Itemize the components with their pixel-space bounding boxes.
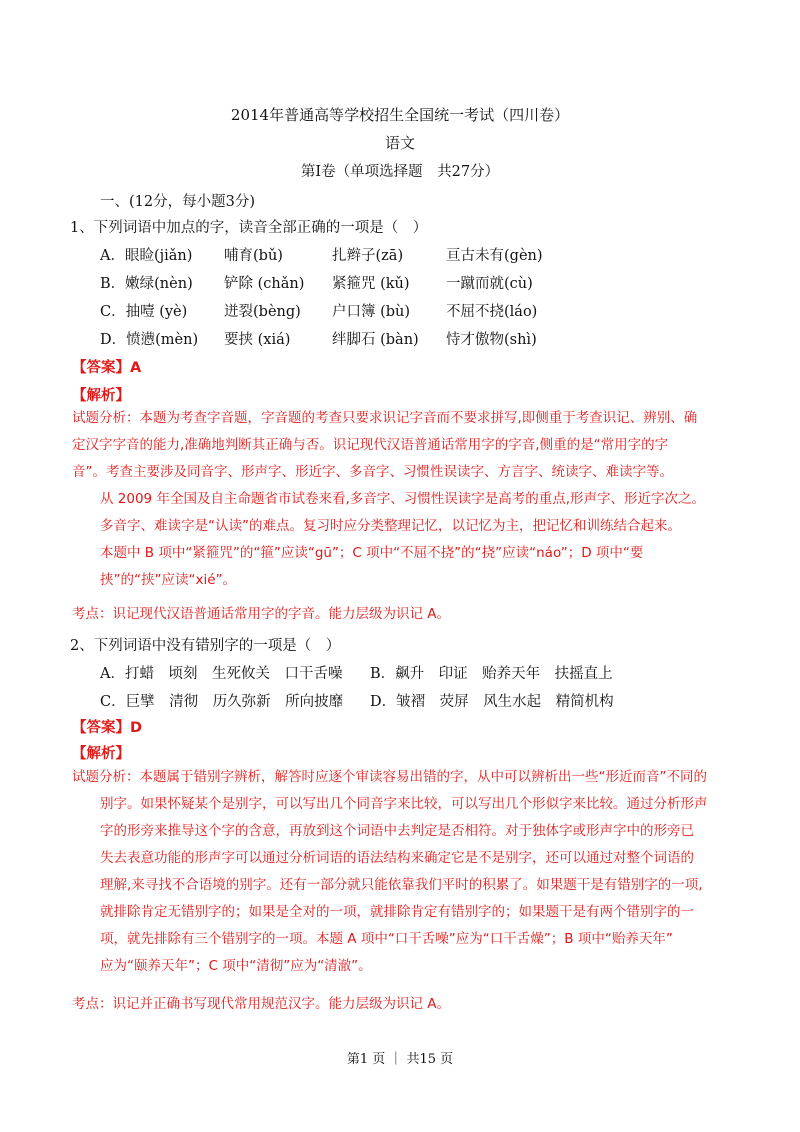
answer-label-1: 【答案】A xyxy=(72,360,142,376)
option-b-3: 紧箍咒 (kǔ) xyxy=(332,276,410,292)
option-d-4: 恃才傲物(shì) xyxy=(446,332,537,348)
option-a-2: 哺育(bǔ) xyxy=(224,248,283,264)
subject-title: 语文 xyxy=(384,134,415,152)
option-d-3: 绊脚石 (bàn) xyxy=(332,332,419,348)
option-c-1: C．抽噎 (yè) xyxy=(100,304,188,320)
analysis-label-2: 【解析】 xyxy=(72,746,130,762)
exam-title: 2014年普通高等学校招生全国统一考试（四川卷） xyxy=(230,106,570,124)
analysis-2 xyxy=(72,764,708,980)
option-c-3: 户口簿 (bù) xyxy=(332,304,411,320)
option-c-2: 迸裂(bèng) xyxy=(224,304,301,320)
option-a-4: 亘古未有(gèn) xyxy=(446,248,543,264)
analysis-1-line: 定汉字字音的能力,准确地判断其正确与否。识记现代汉语普通话常用字的字音,侧重的是“常用字的字 xyxy=(72,437,669,453)
option-a-1: A．眼睑(jiǎn) xyxy=(100,248,193,264)
analysis-2-line: 失去表意功能的形声字可以通过分析词语的语法结构来确定它是不是别字，还可以通过对整个词语的 xyxy=(100,850,694,866)
analysis-1-line: 挟”的“挟”应读“xié”。 xyxy=(100,572,237,588)
option-c-4: 不屈不挠(láo) xyxy=(446,304,538,320)
analysis-1-line: 本题中 B 项中“紧箍咒”的“箍”应读“gū”；C 项中“不屈不挠”的“挠”应读“náo”；D 项中“要 xyxy=(100,545,644,561)
analysis-1 xyxy=(72,405,705,594)
analysis-1-line: 从 2009 年全国及自主命题省市试卷来看,多音字、习惯性误读字是高考的重点,形声字、形近字次之。 xyxy=(100,491,706,507)
page-footer: 第1 页 ｜ 共15 页 xyxy=(346,1052,454,1067)
analysis-1-line: 音”。考查主要涉及同音字、形声字、形近字、多音字、习惯性误读字、方言字、统读字、难读字等。 xyxy=(72,464,673,480)
option-a-3: 扎辫子(zā) xyxy=(332,248,404,264)
option-d: D．皱褶 荧屏 风生水起 精简机构 xyxy=(370,694,614,710)
option-b: B．飙升 印证 贻养天年 扶摇直上 xyxy=(370,666,613,682)
test-point-2: 考点：识记并正确书写现代常用规范汉字。能力层级为识记 A。 xyxy=(72,996,451,1012)
option-d-2: 要挟 (xiá) xyxy=(224,332,291,348)
question-1-stem: 1、下列词语中加点的字，读音全部正确的一项是（ ） xyxy=(70,220,428,236)
section-heading: 一、(12分，每小题3分) xyxy=(100,194,255,210)
analysis-2-line: 就排除肯定无错别字的；如果是全对的一项，就排除肯定有错别字的；如果题干是有两个错别字的一 xyxy=(100,904,694,920)
question-2-stem: 2、下列词语中没有错别字的一项是（ ） xyxy=(70,638,341,654)
option-a: A．打蜡 顷刻 生死攸关 口干舌噪 xyxy=(100,666,343,682)
option-b-4: 一蹴而就(cù) xyxy=(446,276,533,292)
analysis-2-line: 项，就先排除有三个错别字的一项。本题 A 项中“口干舌噪”应为“口干舌燥”；B 项中“贻养天年” xyxy=(100,931,673,947)
analysis-label-1: 【解析】 xyxy=(72,388,130,404)
test-point-1: 考点：识记现代汉语普通话常用字的字音。能力层级为识记 A。 xyxy=(72,606,451,622)
option-b-2: 铲除 (chǎn) xyxy=(224,276,305,292)
analysis-2-line: 别字。如果怀疑某个是别字，可以写出几个同音字来比较，可以写出几个形似字来比较。通过分析形声 xyxy=(100,796,708,812)
analysis-1-line: 多音字、难读字是“认读”的难点。复习时应分类整理记忆，以记忆为主，把记忆和训练结合起来。 xyxy=(100,518,681,534)
answer-label-2: 【答案】D xyxy=(72,720,143,736)
option-b-1: B．嫩绿(nèn) xyxy=(100,276,193,292)
analysis-2-line: 应为“颐养天年”；C 项中“清彻”应为“清澈”。 xyxy=(100,958,372,974)
analysis-1-line: 试题分析：本题为考查字音题，字音题的考查只要求识记字音而不要求拼写,即侧重于考查识记、辨别、确 xyxy=(72,410,698,426)
volume-title: 第Ⅰ卷（单项选择题 共27分） xyxy=(300,164,500,180)
analysis-2-line: 字的形旁来推导这个字的含意，再放到这个词语中去判定是否相符。对于独体字或形声字中的形旁已 xyxy=(100,823,694,839)
analysis-2-line: 试题分析：本题属于错别字辨析，解答时应逐个审读容易出错的字，从中可以辨析出一些“形近而音”不同的 xyxy=(72,769,707,785)
analysis-2-line: 理解,来寻找不合语境的别字。还有一部分就只能依靠我们平时的积累了。如果题干是有错别字的一项, xyxy=(100,877,703,893)
option-c: C．巨擘 清彻 历久弥新 所向披靡 xyxy=(100,694,344,710)
option-d-1: D．愤懑(mèn) xyxy=(100,332,199,348)
